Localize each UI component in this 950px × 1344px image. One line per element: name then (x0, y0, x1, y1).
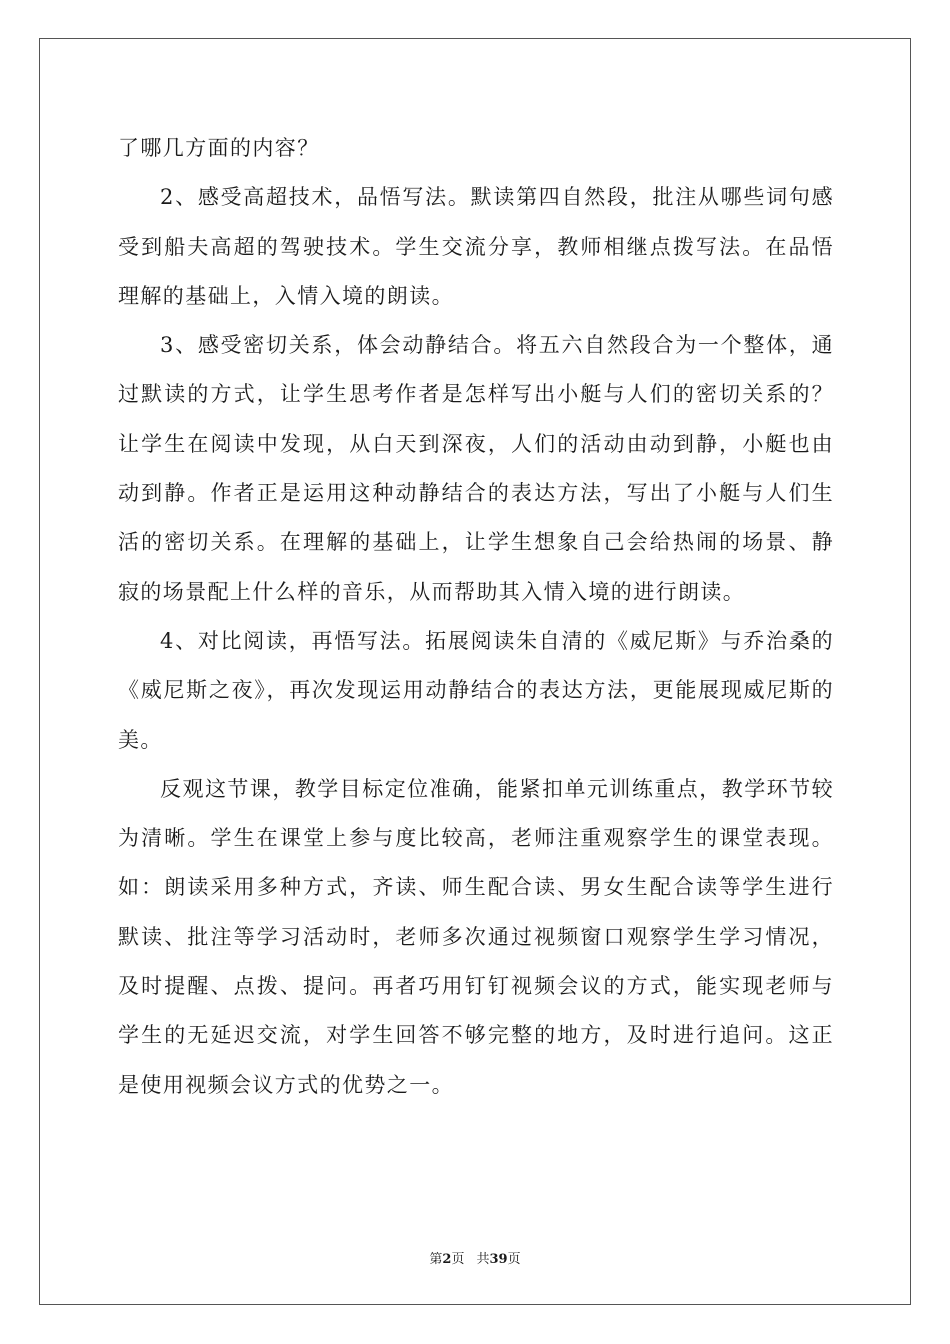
document-body (118, 124, 834, 1110)
paragraph-3: 3、感受密切关系，体会动静结合。将五六自然段合为一个整体，通过默读的方式，让学生思考作者是怎样写出小艇与人们的密切关系的？让学生在阅读中发现，从白天到深夜，人们的活动由动到静，小艇也由动到静。作者正是运用这种动静结合的表达方法，写出了小艇与人们生活的密切关系。在理解的基础上，让学生想象自己会给热闹的场景、静寂的场景配上什么样的音乐，从而帮助其入情入境的进行朗读。 (118, 333, 834, 604)
page-number: 2 (442, 1252, 452, 1267)
page-suffix: 页 (451, 1252, 465, 1267)
page-prefix: 第 (429, 1252, 443, 1267)
page-footer (0, 1248, 950, 1267)
paragraph-4: 4、对比阅读，再悟写法。拓展阅读朱自清的《威尼斯》与乔治桑的《威尼斯之夜》，再次发现运用动静结合的表达方法，更能展现威尼斯的美。 (118, 628, 834, 752)
paragraph-1: 了哪几方面的内容？ (118, 136, 320, 160)
total-pages: 39 (489, 1252, 508, 1267)
total-suffix: 页 (507, 1252, 521, 1267)
paragraph-2: 2、感受高超技术，品悟写法。默读第四自然段，批注从哪些词句感受到船夫高超的驾驶技术。学生交流分享，教师相继点拨写法。在品悟理解的基础上，入情入境的朗读。 (118, 185, 834, 308)
paragraph-5: 反观这节课，教学目标定位准确，能紧扣单元训练重点，教学环节较为清晰。学生在课堂上参与度比较高，老师注重观察学生的课堂表现。如：朗读采用多种方式，齐读、师生配合读、男女生配合读等学生进行默读、批注等学习活动时，老师多次通过视频窗口观察学生学习情况，及时提醒、点拨、提问。再者巧用钉钉视频会议的方式，能实现老师与学生的无延迟交流，对学生回答不够完整的地方，及时进行追问。这正是使用视频会议方式的优势之一。 (118, 776, 834, 1097)
total-prefix: 共 (476, 1252, 490, 1267)
